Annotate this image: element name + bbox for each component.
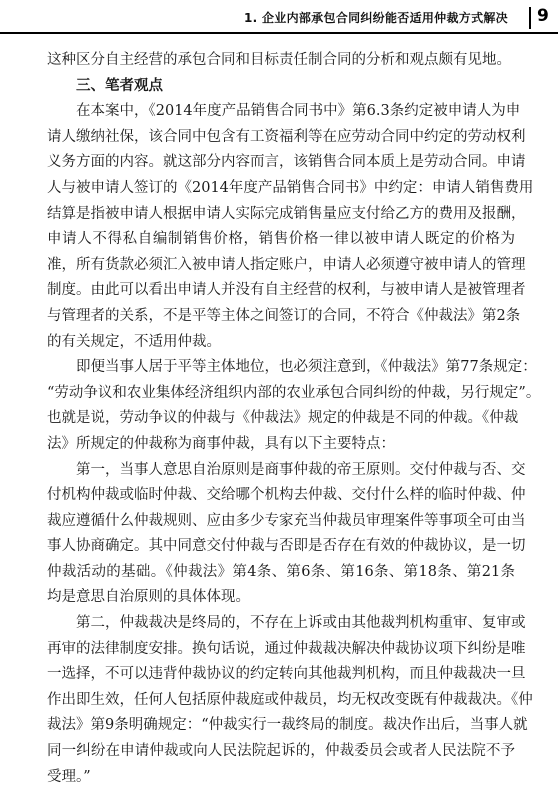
text-line: 事人协商确定。其中同意交付仲裁与否即是否存在有效的仲裁协议，是一切 [47,538,526,555]
body-text [47,48,541,790]
text-line: 人与被申请人签订的《2014年度产品销售合同书》中约定：申请人销售费用 [47,179,534,196]
text-line: 同一纠纷在申请仲裁或向人民法院起诉的，仲裁委员会或者人民法院不予 [47,743,515,760]
text-line: 裁应遵循什么仲裁规则、应由多少专家充当仲裁员审理案件等事项全可由当 [47,512,526,529]
header-rule [0,32,558,34]
text-line: 再审的法律制度安排。换句话说，通过仲裁裁决解决仲裁协议项下纠纷是唯 [47,640,526,657]
text-line: 制度。由此可以看出申请人并没有自主经营的权利，与被申请人是被管理者 [47,282,526,299]
running-header [0,0,558,40]
text-line: 即便当事人居于平等主体地位，也必须注意到，《仲裁法》第77条规定： [76,359,537,376]
text-line: 均是意思自治原则的具体体现。 [47,589,250,606]
text-line: 义务方面的内容。就这部分内容而言，该销售合同本质上是劳动合同。申请 [47,154,526,171]
chapter-title: 1. 企业内部承包合同纠纷能否适用仲裁方式解决 [244,11,508,25]
text-line: 也就是说，劳动争议的仲裁与《仲裁法》规定的仲裁是不同的仲裁。《仲裁 [47,410,519,427]
text-line: 第二，仲裁裁决是终局的，不存在上诉或由其他裁判机构重审、复审或 [76,615,526,632]
text-line: 在本案中，《2014年度产品销售合同书中》第6.3条约定被申请人为申 [76,103,521,120]
text-line: 付机构仲裁或临时仲裁、交给哪个机构去仲裁、交付什么样的临时仲裁、仲 [47,487,526,504]
text-line: 的有关规定，不适用仲裁。 [47,333,221,350]
text-line: 准，所有货款必须汇入被申请人指定账户，申请人必须遵守被申请人的管理 [47,256,526,273]
text-line: 申请人不得私自编制销售价格，销售价格一律以被申请人既定的价格为 [47,231,515,248]
text-line: 仲裁活动的基础。《仲裁法》第4条、第6条、第16条、第18条、第21条 [47,563,515,580]
text-line: 法》所规定的仲裁称为商事仲裁，具有以下主要特点： [47,435,395,452]
text-line: 与管理者的关系，不是平等主体之间签订的合同，不符合《仲裁法》第2条 [47,307,521,324]
text-line: 裁法》第9条明确规定：“仲裁实行一裁终局的制度。裁决作出后，当事人就 [47,717,528,734]
text-line: 一选择，不可以违背仲裁协议的约定转向其他裁判机构，而且仲裁裁决一旦 [47,666,526,683]
text-line: 受理。” [47,768,91,785]
text-line: 这种区分自主经营的承包合同和目标责任制合同的分析和观点颇有见地。 [47,52,511,68]
section-heading: 三、笔者观点 [76,77,163,94]
text-line: 请人缴纳社保，该合同中包含有工资福利等在应劳动合同中约定的劳动权利 [47,128,526,145]
text-line: 第一，当事人意思自治原则是商事仲裁的帝王原则。交付仲裁与否、交 [76,461,526,478]
text-line: “劳动争议和农业集体经济组织内部的农业承包合同纠纷的仲裁，另行规定”。 [47,384,541,401]
header-separator [529,7,531,29]
text-line: 作出即生效，任何人包括原仲裁庭或仲裁员，均无权改变既有仲裁裁决。《仲 [47,691,533,708]
page-number: 9 [537,6,549,26]
text-line: 结算是指被申请人根据申请人实际完成销售量应支付给乙方的费用及报酬， [47,205,526,222]
